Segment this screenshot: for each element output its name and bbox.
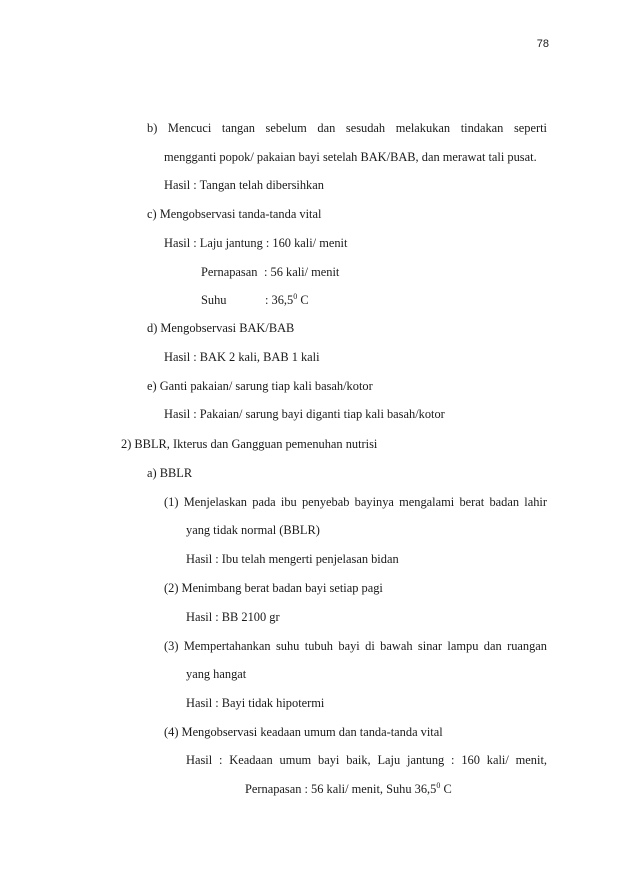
vital-respiration-value: : 56 kali/ menit — [264, 265, 340, 279]
section-heading-2: 2) BBLR, Ikterus dan Gangguan pemenuhan nutrisi — [121, 437, 378, 451]
list-item-e-result: Hasil : Pakaian/ sarung bayi diganti tiap kali basah/kotor — [164, 407, 445, 421]
numbered-item-4: (4) Mengobservasi keadaan umum dan tanda-tanda vital — [164, 725, 443, 739]
list-item-d: d) Mengobservasi BAK/BAB — [147, 321, 295, 335]
numbered-item-4-result: Hasil : Keadaan umum bayi baik, Laju jantung : 160 kali/ menit, — [186, 753, 547, 767]
vital-respiration-label: Pernapasan — [201, 265, 258, 279]
numbered-item-3: (3) Mempertahankan suhu tubuh bayi di bawah sinar lampu dan ruangan — [164, 639, 547, 653]
temperature-unit: C — [440, 782, 452, 796]
vital-temperature-row — [201, 292, 309, 308]
list-item-b: b) Mencuci tangan sebelum dan sesudah melakukan tindakan seperti — [147, 121, 547, 135]
numbered-item-3-result: Hasil : Bayi tidak hipotermi — [186, 696, 325, 710]
list-item-c: c) Mengobservasi tanda-tanda vital — [147, 207, 322, 221]
list-item-a: a) BBLR — [147, 466, 193, 480]
list-item-b-result: Hasil : Tangan telah dibersihkan — [164, 178, 324, 192]
numbered-item-4-continuation-text: Pernapasan : 56 kali/ menit, Suhu 36,5 — [245, 782, 437, 796]
numbered-item-1-result: Hasil : Ibu telah mengerti penjelasan bidan — [186, 552, 399, 566]
page-number: 78 — [536, 38, 549, 50]
vital-temperature-unit: C — [297, 293, 309, 307]
numbered-item-1-continuation: yang tidak normal (BBLR) — [186, 523, 320, 537]
numbered-item-3-continuation: yang hangat — [186, 667, 247, 681]
vital-temperature-value: : 36,5 — [265, 293, 294, 307]
numbered-item-2: (2) Menimbang berat badan bayi setiap pagi — [164, 581, 383, 595]
list-item-e: e) Ganti pakaian/ sarung tiap kali basah/kotor — [147, 379, 373, 393]
list-item-d-result: Hasil : BAK 2 kali, BAB 1 kali — [164, 350, 320, 364]
numbered-item-4-continuation — [245, 781, 452, 797]
list-item-b-continuation: mengganti popok/ pakaian bayi setelah BAK/BAB, dan merawat tali pusat. — [164, 150, 537, 164]
list-item-c-result: Hasil : Laju jantung : 160 kali/ menit — [164, 236, 348, 250]
numbered-item-2-result: Hasil : BB 2100 gr — [186, 610, 280, 624]
vital-respiration-row — [201, 264, 339, 280]
numbered-item-1: (1) Menjelaskan pada ibu penyebab bayinya mengalami berat badan lahir — [164, 495, 547, 509]
degree-superscript: 0 — [293, 292, 298, 301]
degree-superscript: 0 — [436, 781, 441, 790]
vital-temperature-label: Suhu — [201, 293, 227, 307]
